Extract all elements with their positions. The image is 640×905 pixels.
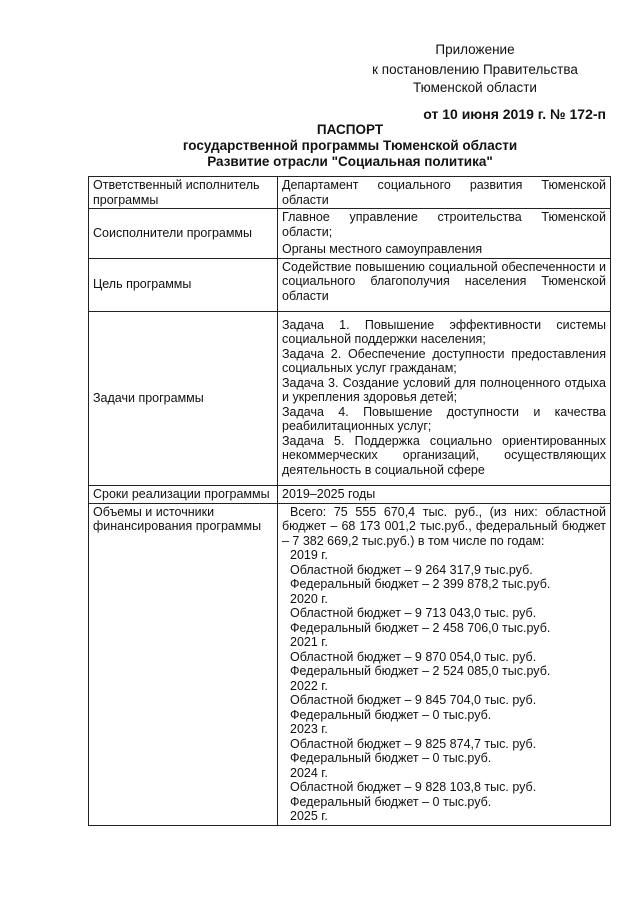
financing-federal: Федеральный бюджет – 0 тыс.руб. [290,751,492,765]
task-item: Задача 3. Создание условий для полноценного отдыха и укрепления здоровья детей; [282,375,606,404]
task-item: Задача 5. Поддержка социально ориентированных некоммерческих организаций, осуществляющих деятельность в социальной сфере [282,433,606,477]
row-coexecutors [89,209,611,259]
appendix-label: Приложение [435,42,515,57]
row-goal [89,258,611,311]
financing-year: 2021 г. [290,635,328,649]
financing-total: Всего: 75 555 670,4 тыс. руб., (из них: областной бюджет – 68 173 001,2 тыс.руб., федеральный бюджет – 7 382 669,2 тыс.руб.) в том числе по годам: [282,504,606,548]
terms-value: 2019–2025 годы [278,486,611,504]
financing-federal: Федеральный бюджет – 2 524 085,0 тыс.руб. [290,664,551,678]
row-tasks [89,311,611,486]
financing-regional: Областной бюджет – 9 828 103,8 тыс. руб. [290,780,537,794]
row-executor [89,177,611,209]
terms-label: Сроки реализации программы [89,486,278,504]
financing-regional: Областной бюджет – 9 713 043,0 тыс. руб. [290,606,537,620]
row-terms [89,486,611,504]
title-line-2: государственной программы Тюменской области [182,138,518,153]
coexecutor-1: Главное управление строительства Тюменской области; [282,210,606,239]
task-item: Задача 2. Обеспечение доступности предоставления социальных услуг гражданам; [282,346,606,375]
executor-label: Ответственный исполнитель программы [89,177,278,209]
financing-year: 2019 г. [290,548,328,562]
financing-year: 2023 г. [290,722,328,736]
passport-title [90,122,610,170]
executor-value: Департамент социального развития Тюменской области [278,177,611,209]
coexecutors-label: Соисполнители программы [89,209,278,259]
financing-regional: Областной бюджет – 9 870 054,0 тыс. руб. [290,649,537,664]
appendix-region: Тюменской области [413,80,537,95]
financing-regional: Областной бюджет – 9 264 317,9 тыс.руб. [290,562,533,577]
appendix-order: от 10 июня 2019 г. № 172-п [423,106,606,122]
financing-year: 2022 г. [290,678,328,693]
passport-table [88,176,611,826]
financing-year: 2024 г. [290,765,328,780]
task-item: Задача 4. Повышение доступности и качества реабилитационных услуг; [282,404,606,433]
row-financing [89,503,611,825]
tasks-label: Задачи программы [89,311,278,486]
coexecutors-value [278,209,611,259]
tasks-value [278,311,611,486]
financing-year: 2020 г. [290,591,328,606]
task-item: Задача 1. Повышение эффективности системы социальной поддержки населения; [282,317,606,346]
title-line-3: Развитие отрасли "Социальная политика" [207,154,493,169]
financing-label: Объемы и источники финансирования программы [89,503,278,825]
appendix-header [330,40,620,124]
financing-year: 2025 г. [290,809,328,823]
financing-federal: Федеральный бюджет – 2 399 878,2 тыс.руб. [290,577,551,591]
financing-regional: Областной бюджет – 9 825 874,7 тыс. руб. [290,736,537,751]
appendix-resolution: к постановлению Правительства [372,62,578,77]
goal-label: Цель программы [89,258,278,311]
financing-value [278,503,611,825]
coexecutor-2: Органы местного самоуправления [282,242,483,256]
financing-regional: Областной бюджет – 9 845 704,0 тыс. руб. [290,693,537,707]
financing-federal: Федеральный бюджет – 0 тыс.руб. [290,707,492,722]
title-line-1: ПАСПОРТ [316,122,384,137]
goal-value: Содействие повышению социальной обеспеченности и социального благополучия населения Тюменской области [278,258,611,311]
financing-federal: Федеральный бюджет – 0 тыс.руб. [290,794,492,809]
financing-federal: Федеральный бюджет – 2 458 706,0 тыс.руб. [290,620,551,635]
